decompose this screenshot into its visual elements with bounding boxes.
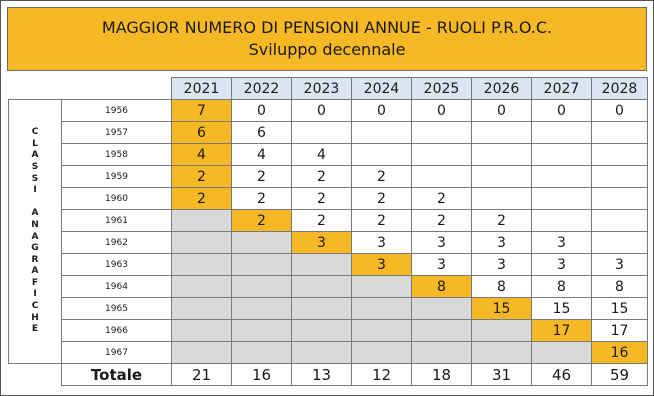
table-row <box>9 122 648 144</box>
value-cell <box>232 232 292 254</box>
birth-year-cell: 1958 <box>62 144 172 166</box>
value-cell <box>352 298 412 320</box>
value-cell <box>172 342 232 364</box>
value-cell: 2 <box>352 210 412 232</box>
side-label-text: C L A S S I A N A G R A F I C H E <box>31 127 39 335</box>
value-cell: 0 <box>292 100 352 122</box>
corner-blank <box>9 78 62 100</box>
value-cell <box>592 232 648 254</box>
value-cell: 6 <box>232 122 292 144</box>
value-cell <box>172 276 232 298</box>
value-cell: 17 <box>592 320 648 342</box>
value-cell: 2 <box>472 210 532 232</box>
value-cell: 15 <box>532 298 592 320</box>
table-row <box>9 276 648 298</box>
value-cell <box>532 342 592 364</box>
value-cell <box>352 342 412 364</box>
value-cell <box>172 210 232 232</box>
total-value: 46 <box>532 364 592 386</box>
value-cell: 2 <box>352 188 412 210</box>
value-cell: 3 <box>352 254 412 276</box>
year-header-2027: 2027 <box>532 78 592 100</box>
total-value: 21 <box>172 364 232 386</box>
value-cell: 2 <box>292 188 352 210</box>
total-value: 31 <box>472 364 532 386</box>
value-cell <box>292 298 352 320</box>
title-banner <box>7 7 647 71</box>
table-row <box>9 100 648 122</box>
table-row <box>9 144 648 166</box>
value-cell <box>412 144 472 166</box>
value-cell: 0 <box>532 100 592 122</box>
birth-year-cell: 1966 <box>62 320 172 342</box>
value-cell <box>592 166 648 188</box>
birth-year-cell: 1956 <box>62 100 172 122</box>
value-cell: 2 <box>172 188 232 210</box>
value-cell <box>592 122 648 144</box>
title: MAGGIOR NUMERO DI PENSIONI ANNUE - RUOLI P.R.O.C. <box>101 18 553 37</box>
value-cell: 4 <box>172 144 232 166</box>
year-header-2024: 2024 <box>352 78 412 100</box>
value-cell <box>592 144 648 166</box>
value-cell: 17 <box>532 320 592 342</box>
value-cell <box>472 320 532 342</box>
birth-year-cell: 1960 <box>62 188 172 210</box>
value-cell: 0 <box>592 100 648 122</box>
value-cell: 8 <box>592 276 648 298</box>
value-cell <box>412 320 472 342</box>
side-label-classi-anagrafiche <box>9 100 62 364</box>
value-cell <box>532 166 592 188</box>
value-cell <box>472 342 532 364</box>
value-cell: 8 <box>472 276 532 298</box>
value-cell <box>472 122 532 144</box>
table-row <box>9 188 648 210</box>
value-cell: 15 <box>592 298 648 320</box>
birth-year-cell: 1957 <box>62 122 172 144</box>
value-cell: 6 <box>172 122 232 144</box>
value-cell: 4 <box>292 144 352 166</box>
year-header-2021: 2021 <box>172 78 232 100</box>
value-cell <box>352 122 412 144</box>
value-cell: 2 <box>232 188 292 210</box>
birth-year-cell: 1959 <box>62 166 172 188</box>
birth-year-cell: 1965 <box>62 298 172 320</box>
value-cell: 3 <box>472 254 532 276</box>
value-cell <box>292 276 352 298</box>
value-cell <box>592 188 648 210</box>
value-cell: 8 <box>412 276 472 298</box>
birth-year-cell: 1967 <box>62 342 172 364</box>
value-cell: 3 <box>592 254 648 276</box>
table-row <box>9 298 648 320</box>
value-cell: 3 <box>532 254 592 276</box>
value-cell <box>592 210 648 232</box>
value-cell <box>412 342 472 364</box>
corner-blank <box>62 78 172 100</box>
value-cell: 0 <box>352 100 412 122</box>
value-cell <box>172 254 232 276</box>
table-row <box>9 232 648 254</box>
value-cell <box>412 166 472 188</box>
total-value: 13 <box>292 364 352 386</box>
value-cell <box>532 122 592 144</box>
value-cell: 2 <box>412 188 472 210</box>
birth-year-cell: 1961 <box>62 210 172 232</box>
value-cell <box>472 188 532 210</box>
value-cell: 2 <box>412 210 472 232</box>
value-cell <box>292 342 352 364</box>
value-cell: 3 <box>292 232 352 254</box>
value-cell: 2 <box>352 166 412 188</box>
value-cell <box>472 166 532 188</box>
value-cell: 4 <box>232 144 292 166</box>
value-cell <box>232 320 292 342</box>
table-row <box>9 210 648 232</box>
value-cell <box>532 210 592 232</box>
subtitle: Sviluppo decennale <box>248 40 406 59</box>
value-cell: 8 <box>532 276 592 298</box>
birth-year-cell: 1962 <box>62 232 172 254</box>
table-row <box>9 166 648 188</box>
value-cell: 3 <box>472 232 532 254</box>
year-header-row <box>9 78 648 100</box>
value-cell: 2 <box>232 166 292 188</box>
year-header-2028: 2028 <box>592 78 648 100</box>
value-cell: 15 <box>472 298 532 320</box>
value-cell: 3 <box>532 232 592 254</box>
year-header-2023: 2023 <box>292 78 352 100</box>
value-cell <box>292 254 352 276</box>
value-cell <box>352 144 412 166</box>
total-value: 12 <box>352 364 412 386</box>
total-value: 59 <box>592 364 648 386</box>
total-value: 16 <box>232 364 292 386</box>
value-cell: 2 <box>292 210 352 232</box>
value-cell: 0 <box>232 100 292 122</box>
value-cell <box>232 276 292 298</box>
value-cell <box>172 298 232 320</box>
value-cell: 3 <box>412 232 472 254</box>
value-cell: 16 <box>592 342 648 364</box>
value-cell: 2 <box>292 166 352 188</box>
value-cell <box>532 144 592 166</box>
totals-row <box>9 364 648 386</box>
table-row <box>9 320 648 342</box>
value-cell <box>352 276 412 298</box>
value-cell: 0 <box>472 100 532 122</box>
value-cell <box>232 342 292 364</box>
value-cell: 2 <box>232 210 292 232</box>
value-cell <box>172 320 232 342</box>
value-cell <box>532 188 592 210</box>
year-header-2026: 2026 <box>472 78 532 100</box>
year-header-2022: 2022 <box>232 78 292 100</box>
value-cell: 3 <box>412 254 472 276</box>
totals-blank <box>9 364 62 386</box>
birth-year-cell: 1963 <box>62 254 172 276</box>
year-header-2025: 2025 <box>412 78 472 100</box>
value-cell <box>352 320 412 342</box>
value-cell <box>232 298 292 320</box>
value-cell: 3 <box>352 232 412 254</box>
value-cell <box>472 144 532 166</box>
value-cell <box>292 320 352 342</box>
table-row <box>9 254 648 276</box>
value-cell: 7 <box>172 100 232 122</box>
value-cell <box>412 298 472 320</box>
table-row <box>9 342 648 364</box>
pension-development-table <box>8 77 648 386</box>
total-value: 18 <box>412 364 472 386</box>
totals-label: Totale <box>62 364 172 386</box>
value-cell: 0 <box>412 100 472 122</box>
value-cell <box>232 254 292 276</box>
value-cell: 2 <box>172 166 232 188</box>
value-cell <box>412 122 472 144</box>
birth-year-cell: 1964 <box>62 276 172 298</box>
value-cell <box>172 232 232 254</box>
value-cell <box>292 122 352 144</box>
